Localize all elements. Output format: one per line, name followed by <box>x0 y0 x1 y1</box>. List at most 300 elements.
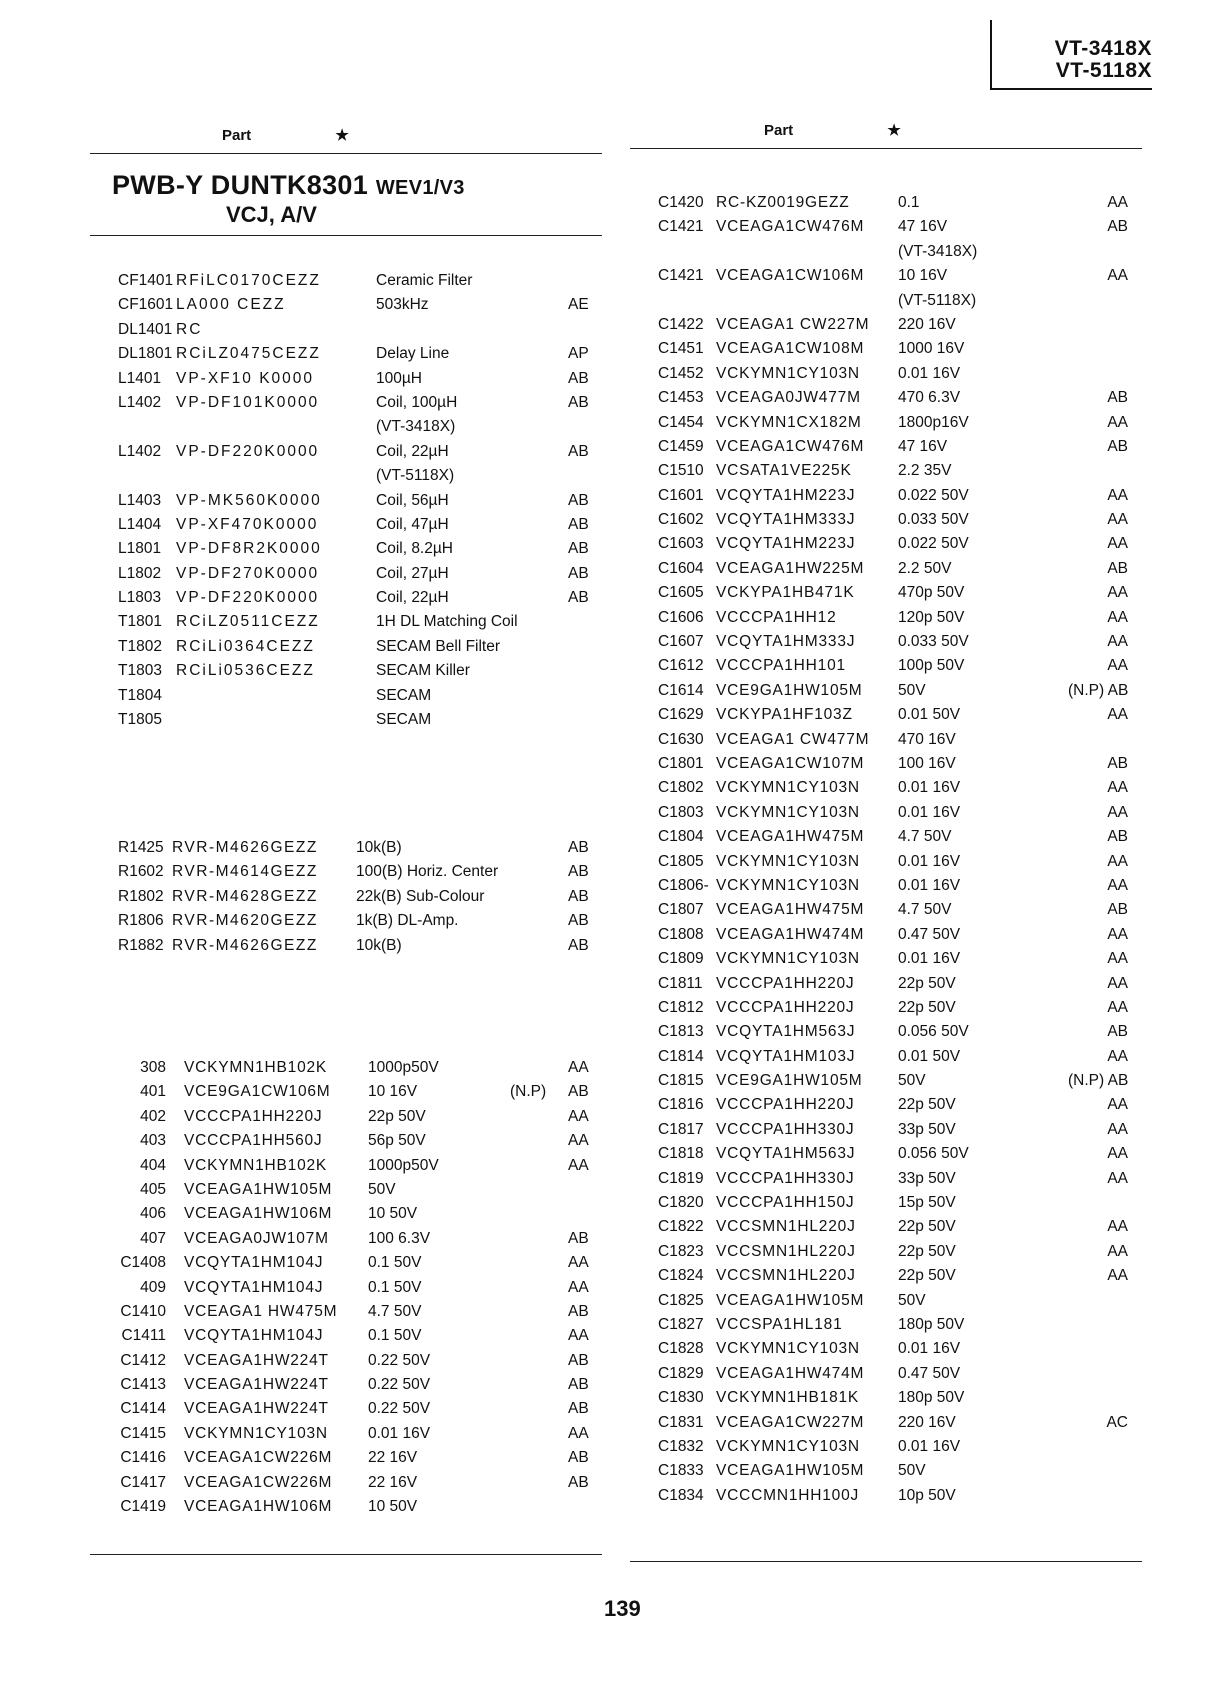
part-ref: C1830 <box>658 1389 704 1407</box>
part-row <box>118 1083 598 1107</box>
part-code: AA <box>1107 486 1128 504</box>
part-desc: 1000p50V <box>368 1059 439 1076</box>
part-part: RCiLi0364CEZZ <box>176 637 315 655</box>
part-desc: (VT-3418X) <box>376 418 456 436</box>
part-ref: C1832 <box>658 1437 704 1455</box>
part-desc: 0.022 50V <box>898 486 969 504</box>
part-desc: 180p 50V <box>898 1389 965 1407</box>
part-row <box>658 1389 1138 1413</box>
part-part: RCiLi0536CEZZ <box>176 662 315 680</box>
part-desc: (VT-3418X) <box>898 242 978 260</box>
part-code: AB <box>568 1302 589 1320</box>
part-ref: C1614 <box>658 681 704 699</box>
part-part: VCCCPA1HH560J <box>184 1132 323 1150</box>
part-desc: 0.47 50V <box>898 925 961 943</box>
part-code: AA <box>1107 194 1128 211</box>
part-desc: 4.7 50V <box>368 1302 422 1320</box>
part-desc: 470p 50V <box>898 584 965 602</box>
part-ref: C1451 <box>658 340 704 358</box>
part-desc: 50V <box>898 1291 926 1309</box>
part-row <box>658 487 1138 511</box>
part-desc: Coil, 47µH <box>376 515 449 533</box>
part-code: AP <box>568 345 589 363</box>
right-star-icon: ★ <box>887 122 901 139</box>
part-ref: C1827 <box>658 1315 704 1333</box>
part-ref: R1602 <box>118 863 164 881</box>
part-row <box>118 1498 598 1522</box>
part-part: VCQYTA1HM333J <box>716 511 856 529</box>
part-ref: C1808 <box>658 925 704 943</box>
part-row <box>658 1462 1138 1486</box>
part-row <box>658 340 1138 364</box>
part-row <box>118 1254 598 1278</box>
part-part: VCCCPA1HH220J <box>184 1107 323 1125</box>
part-ref: C1607 <box>658 633 704 651</box>
header-vertical-bar <box>990 20 992 88</box>
part-ref: T1801 <box>118 613 162 631</box>
section-subtitle: VCJ, A/V <box>226 202 317 227</box>
part-part: VCEAGA1HW224T <box>184 1400 329 1418</box>
part-code: AA <box>1107 608 1128 626</box>
part-row <box>658 633 1138 657</box>
part-desc: 100 16V <box>898 754 956 772</box>
part-ref: C1629 <box>658 706 704 724</box>
part-ref: L1404 <box>118 515 162 533</box>
part-ref: C1606 <box>658 608 704 626</box>
part-row <box>118 565 598 589</box>
part-part: VCEAGA1HW105M <box>184 1180 333 1198</box>
part-row <box>118 345 598 369</box>
part-ref: C1602 <box>658 511 704 529</box>
part-row <box>658 901 1138 925</box>
part-desc: (VT-5118X) <box>376 467 455 485</box>
part-ref: C1824 <box>658 1267 704 1285</box>
part-code: AB <box>1107 389 1128 407</box>
part-desc: 10 16V <box>898 267 948 285</box>
right-footer-rule <box>630 1561 1142 1562</box>
part-ref: L1403 <box>118 491 162 509</box>
part-row <box>658 389 1138 413</box>
part-ref: C1815 <box>658 1072 704 1090</box>
part-ref: 409 <box>140 1278 166 1296</box>
part-ref: C1417 <box>120 1473 166 1491</box>
part-row <box>118 1327 598 1351</box>
part-code: AB <box>1107 1023 1128 1041</box>
part-part: VCKYMN1CY103N <box>716 950 860 968</box>
part-ref: C1422 <box>658 315 704 333</box>
part-part: VCCCPA1HH150J <box>716 1194 855 1212</box>
part-row <box>658 657 1138 681</box>
part-desc: 0.022 50V <box>898 535 969 553</box>
part-row <box>658 609 1138 633</box>
part-desc: 4.7 50V <box>898 901 952 919</box>
part-ref: C1816 <box>658 1096 704 1114</box>
part-desc: 0.22 50V <box>368 1400 431 1418</box>
part-desc: 50V <box>898 681 926 699</box>
part-desc: 220 16V <box>898 1413 956 1431</box>
part-ref: C1601 <box>658 486 704 504</box>
part-np: (N.P) <box>510 1083 547 1101</box>
left-header-rule <box>90 153 602 154</box>
part-ref: C1604 <box>658 559 704 577</box>
part-desc: 10p 50V <box>898 1486 956 1504</box>
part-row <box>658 1072 1138 1096</box>
part-ref: C1413 <box>120 1376 166 1394</box>
part-part: VCCCPA1HH101 <box>716 657 846 675</box>
part-part: RC-KZ0019GEZZ <box>716 194 850 211</box>
part-ref: L1402 <box>118 393 162 411</box>
part-code: AA <box>1107 267 1128 285</box>
part-desc: 120p 50V <box>898 608 965 626</box>
part-part: VCEAGA1CW476M <box>716 437 865 455</box>
part-part: RVR-M4620GEZZ <box>172 912 318 930</box>
part-ref: C1802 <box>658 779 704 797</box>
left-part-label: Part <box>222 127 252 144</box>
part-code: AB <box>568 863 589 881</box>
part-code: AA <box>1107 706 1128 724</box>
part-part: VCEAGA0JW477M <box>716 389 861 407</box>
part-desc: 22p 50V <box>898 1242 956 1260</box>
part-part: VCEAGA1HW106M <box>184 1205 333 1223</box>
part-desc: 0.033 50V <box>898 511 969 529</box>
part-desc: 0.22 50V <box>368 1351 431 1369</box>
part-ref: C1809 <box>658 950 704 968</box>
part-row <box>658 292 1138 316</box>
part-ref: L1803 <box>118 589 162 607</box>
part-desc: 10k(B) <box>356 839 402 856</box>
part-ref: C1419 <box>120 1498 166 1516</box>
part-ref: 406 <box>140 1205 166 1223</box>
part-part: VCEAGA1CW107M <box>716 754 865 772</box>
part-row <box>118 370 598 394</box>
part-desc: 0.033 50V <box>898 633 969 651</box>
part-desc: Coil, 22µH <box>376 442 449 460</box>
part-desc: 10 50V <box>368 1205 418 1223</box>
part-code: AA <box>1107 511 1128 529</box>
model-numbers <box>1055 38 1152 82</box>
part-ref: C1408 <box>120 1254 166 1272</box>
part-ref: 403 <box>140 1132 166 1150</box>
part-row <box>118 1059 598 1083</box>
part-row <box>658 316 1138 340</box>
part-part: VCKYPA1HF103Z <box>716 706 853 724</box>
part-desc: 1H DL Matching Coil <box>376 613 518 631</box>
part-part: VCE9GA1HW105M <box>716 1072 863 1090</box>
part-code: AA <box>1107 1120 1128 1138</box>
part-part: VCEAGA1HW106M <box>184 1498 333 1516</box>
part-desc: 100(B) Horiz. Center <box>356 863 499 881</box>
part-part: VCEAGA1 CW477M <box>716 730 870 748</box>
part-code: AB <box>1107 559 1128 577</box>
right-part-label: Part <box>764 122 794 139</box>
part-ref: L1801 <box>118 540 162 558</box>
part-part: VCKYMN1HB181K <box>716 1389 860 1407</box>
part-part: VCQYTA1HM104J <box>184 1278 324 1296</box>
part-desc: SECAM <box>376 711 432 729</box>
part-desc: 50V <box>368 1180 396 1198</box>
part-ref: T1805 <box>118 711 162 729</box>
part-code: AA <box>568 1327 589 1345</box>
part-row <box>658 950 1138 974</box>
part-part: VCEAGA1HW474M <box>716 925 865 943</box>
part-ref: L1402 <box>118 442 162 460</box>
part-code: AB <box>1107 218 1128 236</box>
part-row <box>118 418 598 442</box>
part-ref: C1819 <box>658 1169 704 1187</box>
part-row <box>118 467 598 491</box>
part-row <box>118 711 598 735</box>
part-row <box>118 613 598 637</box>
part-part: VCEAGA1HW224T <box>184 1376 329 1394</box>
part-desc: 22p 50V <box>898 1218 956 1236</box>
part-code: AB <box>568 1376 589 1394</box>
part-ref: C1812 <box>658 998 704 1016</box>
part-row <box>658 438 1138 462</box>
part-row <box>118 839 598 863</box>
part-code: AE <box>568 296 589 314</box>
part-part: VP-DF8R2K0000 <box>176 540 322 558</box>
part-code: AB <box>568 564 589 582</box>
part-ref: C1813 <box>658 1023 704 1041</box>
part-code: AA <box>1107 974 1128 992</box>
part-part: VCKYMN1HB102K <box>184 1059 328 1076</box>
part-part: VCQYTA1HM563J <box>716 1145 856 1163</box>
part-ref: C1818 <box>658 1145 704 1163</box>
part-row <box>658 926 1138 950</box>
section-title <box>112 170 465 201</box>
part-part: VCKYMN1CY103N <box>716 1437 860 1455</box>
part-row <box>118 662 598 686</box>
part-part: RFiLC0170CEZZ <box>176 272 321 289</box>
part-desc: 0.01 16V <box>368 1424 431 1442</box>
part-part: RCiLZ0511CEZZ <box>176 613 320 631</box>
part-code: AA <box>1107 876 1128 894</box>
part-desc: 4.7 50V <box>898 828 952 846</box>
part-code: AA <box>1107 950 1128 968</box>
part-code: AB <box>568 515 589 533</box>
part-part: VCSATA1VE225K <box>716 462 852 480</box>
part-row <box>658 1170 1138 1194</box>
part-ref: 405 <box>140 1180 166 1198</box>
part-desc: 0.47 50V <box>898 1364 961 1382</box>
part-part: VP-MK560K0000 <box>176 491 322 509</box>
part-part: VCE9GA1CW106M <box>184 1083 331 1101</box>
part-part: VCCCMN1HH100J <box>716 1486 860 1504</box>
part-desc: 0.01 16V <box>898 1340 961 1358</box>
part-row <box>118 1108 598 1132</box>
part-desc: 1k(B) DL-Amp. <box>356 912 459 930</box>
part-desc: Coil, 56µH <box>376 491 449 509</box>
part-desc: 0.1 50V <box>368 1254 422 1272</box>
part-part: VCKYMN1HB102K <box>184 1156 328 1174</box>
part-row <box>658 755 1138 779</box>
part-code: (N.P) AB <box>1068 1072 1129 1090</box>
part-desc: 33p 50V <box>898 1169 956 1187</box>
part-desc: SECAM <box>376 686 432 704</box>
part-row <box>118 1205 598 1229</box>
part-ref: C1416 <box>120 1449 166 1467</box>
part-desc: Ceramic Filter <box>376 272 473 289</box>
part-row <box>658 560 1138 584</box>
part-desc: 22p 50V <box>368 1107 426 1125</box>
part-code: AB <box>568 491 589 509</box>
part-ref: C1510 <box>658 462 704 480</box>
part-part: VCEAGA1 CW227M <box>716 315 870 333</box>
part-part: VCEAGA1CW108M <box>716 340 865 358</box>
part-part: VP-DF220K0000 <box>176 442 320 460</box>
part-part: LA000 CEZZ <box>176 296 286 314</box>
part-part: VCCCPA1HH220J <box>716 1096 855 1114</box>
part-desc: 0.01 16V <box>898 364 961 382</box>
part-row <box>118 1230 598 1254</box>
part-row <box>118 1425 598 1449</box>
part-ref: L1401 <box>118 369 162 387</box>
left-column-header <box>222 126 349 144</box>
part-ref: C1453 <box>658 389 704 407</box>
part-row <box>658 1096 1138 1120</box>
part-code: AA <box>1107 633 1128 651</box>
part-ref: C1420 <box>658 194 704 211</box>
part-row <box>658 975 1138 999</box>
part-desc: 470 16V <box>898 730 956 748</box>
part-row <box>118 912 598 936</box>
part-code: AB <box>568 442 589 460</box>
part-part: VCEAGA1 HW475M <box>184 1302 338 1320</box>
part-ref: C1454 <box>658 413 704 431</box>
part-part: VCCCPA1HH330J <box>716 1120 855 1138</box>
part-part: VP-XF470K0000 <box>176 515 319 533</box>
part-ref: C1411 <box>121 1327 166 1345</box>
part-code: AA <box>1107 657 1128 675</box>
part-desc: 470 6.3V <box>898 389 961 407</box>
part-part: VCEAGA1CW226M <box>184 1473 333 1491</box>
part-row <box>658 1487 1138 1511</box>
part-code: AA <box>1107 1145 1128 1163</box>
part-row <box>118 1376 598 1400</box>
part-row <box>658 779 1138 803</box>
part-code: AA <box>1107 535 1128 553</box>
part-part: VCCCPA1HH220J <box>716 974 855 992</box>
part-row <box>118 687 598 711</box>
part-desc: 0.1 <box>898 194 920 211</box>
part-code: AA <box>1107 413 1128 431</box>
part-ref: C1421 <box>658 218 704 236</box>
part-ref: C1814 <box>658 1047 704 1065</box>
part-desc: Coil, 100µH <box>376 393 458 411</box>
part-part: VCCCPA1HH330J <box>716 1169 855 1187</box>
part-desc: 0.1 50V <box>368 1278 422 1296</box>
part-row <box>118 1400 598 1424</box>
part-desc: 100µH <box>376 369 422 387</box>
part-code: AB <box>568 1229 589 1247</box>
part-code: AB <box>568 540 589 558</box>
part-desc: 0.056 50V <box>898 1145 969 1163</box>
part-ref: C1421 <box>658 267 704 285</box>
part-row <box>658 462 1138 486</box>
part-row <box>658 828 1138 852</box>
part-row <box>118 443 598 467</box>
part-desc: 0.01 50V <box>898 706 961 724</box>
part-row <box>118 863 598 887</box>
part-part: RVR-M4626GEZZ <box>172 839 318 856</box>
part-row <box>118 589 598 613</box>
part-desc: Coil, 27µH <box>376 564 449 582</box>
part-part: RCiLZ0475CEZZ <box>176 345 321 363</box>
part-row <box>658 999 1138 1023</box>
part-row <box>658 804 1138 828</box>
part-ref: 308 <box>140 1059 166 1076</box>
part-ref: C1817 <box>658 1120 704 1138</box>
part-part: VCQYTA1HM104J <box>184 1254 324 1272</box>
part-code: AB <box>568 393 589 411</box>
part-ref: C1804 <box>658 828 704 846</box>
part-part: VP-DF101K0000 <box>176 393 320 411</box>
part-desc: 56p 50V <box>368 1132 426 1150</box>
part-part: VCEAGA1HW475M <box>716 901 865 919</box>
part-code: AC <box>1106 1413 1128 1431</box>
part-desc: (VT-5118X) <box>898 291 977 309</box>
part-code: AA <box>1107 998 1128 1016</box>
part-ref: C1415 <box>120 1424 166 1442</box>
part-ref: R1425 <box>118 839 164 856</box>
part-ref: R1806 <box>118 912 164 930</box>
part-part: RVR-M4628GEZZ <box>172 887 318 905</box>
part-part: VCQYTA1HM333J <box>716 633 856 651</box>
part-row <box>658 535 1138 559</box>
part-desc: 0.01 16V <box>898 803 961 821</box>
part-ref: C1414 <box>120 1400 166 1418</box>
part-row <box>118 272 598 296</box>
part-row <box>118 1157 598 1181</box>
part-part: VCEAGA1HW225M <box>716 559 865 577</box>
part-desc: 220 16V <box>898 315 956 333</box>
part-ref: 401 <box>140 1083 166 1101</box>
part-part: VCEAGA1CW226M <box>184 1449 333 1467</box>
part-desc: 50V <box>898 1072 926 1090</box>
part-desc: 22k(B) Sub-Colour <box>356 887 485 905</box>
model-number-1: VT-3418X <box>1054 37 1152 60</box>
part-code: AA <box>1107 1047 1128 1065</box>
part-desc: 2.2 50V <box>898 559 952 577</box>
part-part: RVR-M4626GEZZ <box>172 936 318 954</box>
part-code: AB <box>568 887 589 905</box>
part-desc: 100p 50V <box>898 657 965 675</box>
part-desc: 1000p50V <box>368 1156 439 1174</box>
part-code: AB <box>568 1083 589 1101</box>
part-row <box>118 394 598 418</box>
part-code: AA <box>1107 803 1128 821</box>
part-row <box>658 853 1138 877</box>
part-row <box>118 1352 598 1376</box>
part-ref: C1811 <box>658 974 703 992</box>
part-part: VCKYMN1CY103N <box>184 1424 328 1442</box>
left-parts-list-2 <box>118 839 598 961</box>
part-ref: C1630 <box>658 730 704 748</box>
part-code: AA <box>1107 584 1128 602</box>
part-part: VCCSPA1HL181 <box>716 1315 843 1333</box>
part-row <box>658 1267 1138 1291</box>
part-part: VCCCPA1HH220J <box>716 998 855 1016</box>
part-ref: DL1801 <box>118 345 173 363</box>
part-row <box>658 243 1138 267</box>
left-parts-list-3 <box>118 1059 598 1522</box>
part-row <box>658 218 1138 242</box>
header-rule <box>990 88 1152 90</box>
part-desc: 0.01 50V <box>898 1047 961 1065</box>
part-part: VCEAGA1HW105M <box>716 1291 865 1309</box>
part-code: AA <box>1107 852 1128 870</box>
part-row <box>118 296 598 320</box>
